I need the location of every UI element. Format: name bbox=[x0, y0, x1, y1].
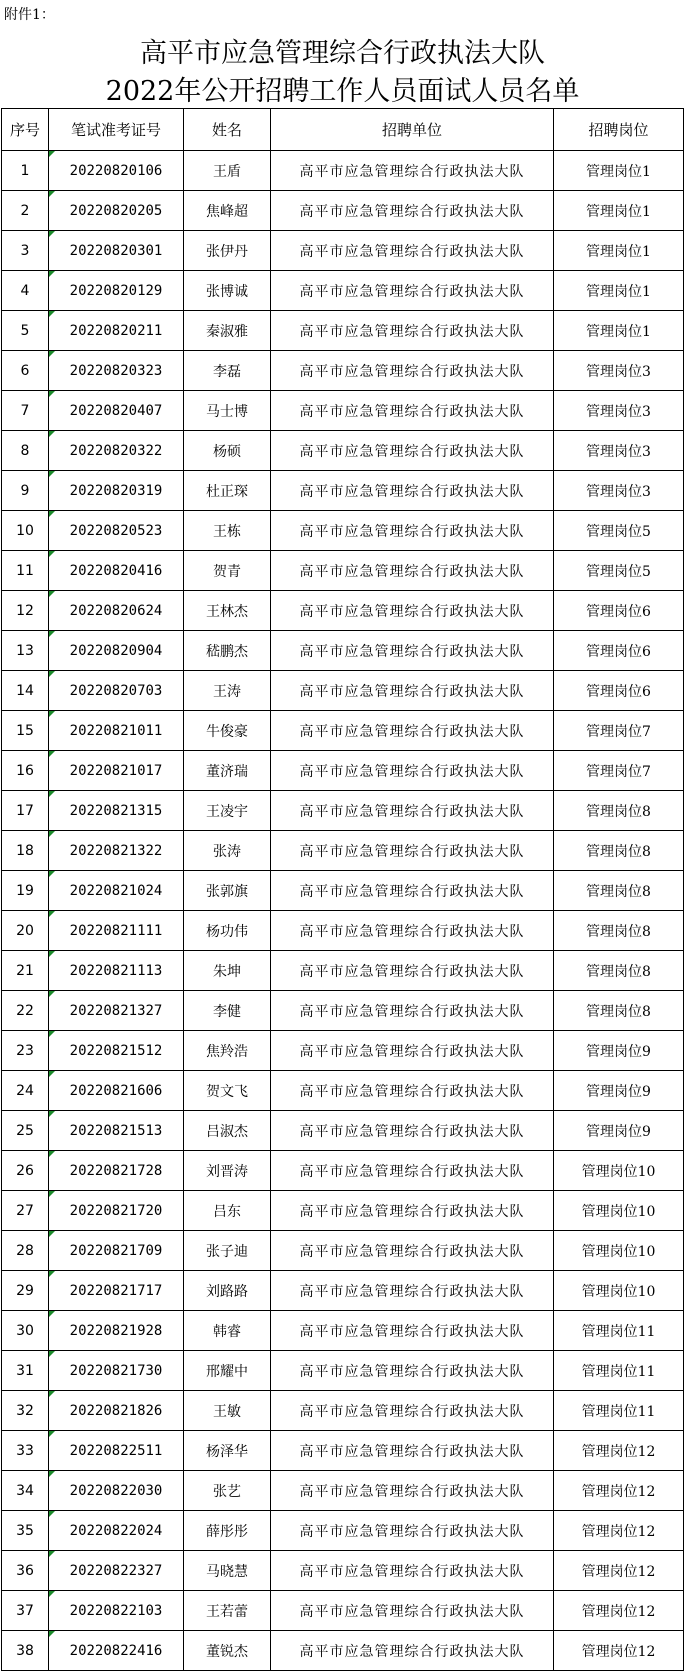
cell-recruiting-post: 管理岗位10 bbox=[554, 1271, 684, 1311]
cell-exam-number: 20220820407 bbox=[49, 391, 184, 431]
cell-exam-number: 20220822416 bbox=[49, 1631, 184, 1671]
cell-recruiting-post: 管理岗位12 bbox=[554, 1511, 684, 1551]
cell-seq: 2 bbox=[2, 191, 49, 231]
cell-recruiting-post: 管理岗位11 bbox=[554, 1391, 684, 1431]
cell-exam-number: 20220821728 bbox=[49, 1151, 184, 1191]
cell-exam-number: 20220822327 bbox=[49, 1551, 184, 1591]
cell-name: 杜正琛 bbox=[184, 471, 271, 511]
document-title-line-2: 2022年公开招聘工作人员面试人员名单 bbox=[105, 76, 580, 107]
table-row bbox=[2, 1231, 684, 1271]
cell-seq: 6 bbox=[2, 351, 49, 391]
cell-recruiting-unit: 高平市应急管理综合行政执法大队 bbox=[271, 1071, 554, 1111]
attachment-label: 附件1： bbox=[4, 7, 55, 23]
cell-exam-number: 20220821327 bbox=[49, 991, 184, 1031]
cell-recruiting-unit: 高平市应急管理综合行政执法大队 bbox=[271, 271, 554, 311]
cell-name: 吕淑杰 bbox=[184, 1111, 271, 1151]
table-row bbox=[2, 1071, 684, 1111]
cell-recruiting-unit: 高平市应急管理综合行政执法大队 bbox=[271, 1191, 554, 1231]
cell-seq: 18 bbox=[2, 831, 49, 871]
table-row bbox=[2, 471, 684, 511]
cell-name: 张涛 bbox=[184, 831, 271, 871]
table-row bbox=[2, 1351, 684, 1391]
table-row bbox=[2, 351, 684, 391]
cell-recruiting-post: 管理岗位3 bbox=[554, 431, 684, 471]
table-row bbox=[2, 1471, 684, 1511]
document-title-line-1: 高平市应急管理综合行政执法大队 bbox=[140, 38, 545, 69]
cell-exam-number: 20220820322 bbox=[49, 431, 184, 471]
cell-recruiting-post: 管理岗位11 bbox=[554, 1311, 684, 1351]
cell-recruiting-post: 管理岗位1 bbox=[554, 311, 684, 351]
cell-exam-number: 20220820211 bbox=[49, 311, 184, 351]
cell-seq: 21 bbox=[2, 951, 49, 991]
cell-seq: 9 bbox=[2, 471, 49, 511]
table-row bbox=[2, 1151, 684, 1191]
cell-name: 张博诚 bbox=[184, 271, 271, 311]
cell-recruiting-post: 管理岗位8 bbox=[554, 951, 684, 991]
cell-recruiting-unit: 高平市应急管理综合行政执法大队 bbox=[271, 951, 554, 991]
cell-recruiting-post: 管理岗位7 bbox=[554, 751, 684, 791]
cell-seq: 36 bbox=[2, 1551, 49, 1591]
cell-exam-number: 20220820106 bbox=[49, 151, 184, 191]
cell-seq: 11 bbox=[2, 551, 49, 591]
cell-recruiting-post: 管理岗位6 bbox=[554, 671, 684, 711]
table-row bbox=[2, 791, 684, 831]
cell-seq: 13 bbox=[2, 631, 49, 671]
header-recruiting-unit: 招聘单位 bbox=[271, 109, 554, 151]
table-row bbox=[2, 311, 684, 351]
cell-recruiting-post: 管理岗位9 bbox=[554, 1071, 684, 1111]
cell-seq: 26 bbox=[2, 1151, 49, 1191]
cell-recruiting-post: 管理岗位8 bbox=[554, 991, 684, 1031]
cell-seq: 27 bbox=[2, 1191, 49, 1231]
cell-exam-number: 20220821730 bbox=[49, 1351, 184, 1391]
table-row bbox=[2, 871, 684, 911]
table-row bbox=[2, 1511, 684, 1551]
cell-recruiting-unit: 高平市应急管理综合行政执法大队 bbox=[271, 1431, 554, 1471]
cell-recruiting-unit: 高平市应急管理综合行政执法大队 bbox=[271, 791, 554, 831]
cell-recruiting-unit: 高平市应急管理综合行政执法大队 bbox=[271, 1351, 554, 1391]
cell-name: 杨功伟 bbox=[184, 911, 271, 951]
cell-recruiting-post: 管理岗位9 bbox=[554, 1031, 684, 1071]
cell-name: 杨硕 bbox=[184, 431, 271, 471]
cell-name: 杨泽华 bbox=[184, 1431, 271, 1471]
cell-exam-number: 20220821720 bbox=[49, 1191, 184, 1231]
cell-recruiting-unit: 高平市应急管理综合行政执法大队 bbox=[271, 1311, 554, 1351]
cell-recruiting-post: 管理岗位12 bbox=[554, 1431, 684, 1471]
cell-seq: 30 bbox=[2, 1311, 49, 1351]
cell-exam-number: 20220820624 bbox=[49, 591, 184, 631]
cell-seq: 19 bbox=[2, 871, 49, 911]
cell-name: 焦峰超 bbox=[184, 191, 271, 231]
cell-recruiting-post: 管理岗位6 bbox=[554, 591, 684, 631]
cell-recruiting-unit: 高平市应急管理综合行政执法大队 bbox=[271, 671, 554, 711]
header-row bbox=[2, 109, 684, 151]
cell-exam-number: 20220821011 bbox=[49, 711, 184, 751]
cell-recruiting-post: 管理岗位10 bbox=[554, 1231, 684, 1271]
cell-name: 张郭旗 bbox=[184, 871, 271, 911]
table-row bbox=[2, 1311, 684, 1351]
cell-seq: 29 bbox=[2, 1271, 49, 1311]
cell-name: 贺文飞 bbox=[184, 1071, 271, 1111]
cell-exam-number: 20220822030 bbox=[49, 1471, 184, 1511]
cell-recruiting-unit: 高平市应急管理综合行政执法大队 bbox=[271, 1231, 554, 1271]
table-row bbox=[2, 1551, 684, 1591]
cell-recruiting-post: 管理岗位5 bbox=[554, 511, 684, 551]
cell-name: 张艺 bbox=[184, 1471, 271, 1511]
cell-seq: 38 bbox=[2, 1631, 49, 1671]
cell-exam-number: 20220821928 bbox=[49, 1311, 184, 1351]
table-header bbox=[2, 109, 684, 151]
cell-exam-number: 20220821826 bbox=[49, 1391, 184, 1431]
cell-recruiting-unit: 高平市应急管理综合行政执法大队 bbox=[271, 471, 554, 511]
cell-recruiting-unit: 高平市应急管理综合行政执法大队 bbox=[271, 191, 554, 231]
cell-name: 李磊 bbox=[184, 351, 271, 391]
cell-seq: 32 bbox=[2, 1391, 49, 1431]
cell-recruiting-post: 管理岗位12 bbox=[554, 1591, 684, 1631]
table-row bbox=[2, 1271, 684, 1311]
cell-name: 吕东 bbox=[184, 1191, 271, 1231]
cell-recruiting-unit: 高平市应急管理综合行政执法大队 bbox=[271, 1471, 554, 1511]
header-exam-number: 笔试准考证号 bbox=[49, 109, 184, 151]
cell-exam-number: 20220821717 bbox=[49, 1271, 184, 1311]
cell-name: 焦羚浩 bbox=[184, 1031, 271, 1071]
cell-exam-number: 20220820319 bbox=[49, 471, 184, 511]
cell-seq: 20 bbox=[2, 911, 49, 951]
cell-name: 马士博 bbox=[184, 391, 271, 431]
cell-recruiting-post: 管理岗位6 bbox=[554, 631, 684, 671]
cell-name: 邢耀中 bbox=[184, 1351, 271, 1391]
table-row bbox=[2, 511, 684, 551]
cell-seq: 17 bbox=[2, 791, 49, 831]
cell-seq: 15 bbox=[2, 711, 49, 751]
cell-recruiting-unit: 高平市应急管理综合行政执法大队 bbox=[271, 351, 554, 391]
cell-seq: 22 bbox=[2, 991, 49, 1031]
cell-recruiting-unit: 高平市应急管理综合行政执法大队 bbox=[271, 871, 554, 911]
cell-recruiting-unit: 高平市应急管理综合行政执法大队 bbox=[271, 1151, 554, 1191]
cell-name: 张子迪 bbox=[184, 1231, 271, 1271]
table-row bbox=[2, 1431, 684, 1471]
cell-exam-number: 20220821513 bbox=[49, 1111, 184, 1151]
cell-recruiting-post: 管理岗位12 bbox=[554, 1471, 684, 1511]
cell-seq: 14 bbox=[2, 671, 49, 711]
cell-name: 朱坤 bbox=[184, 951, 271, 991]
cell-recruiting-unit: 高平市应急管理综合行政执法大队 bbox=[271, 751, 554, 791]
cell-recruiting-post: 管理岗位1 bbox=[554, 191, 684, 231]
cell-name: 王盾 bbox=[184, 151, 271, 191]
cell-name: 王凌宇 bbox=[184, 791, 271, 831]
cell-recruiting-unit: 高平市应急管理综合行政执法大队 bbox=[271, 1391, 554, 1431]
cell-name: 王林杰 bbox=[184, 591, 271, 631]
cell-exam-number: 20220820416 bbox=[49, 551, 184, 591]
table-row bbox=[2, 1031, 684, 1071]
cell-exam-number: 20220820205 bbox=[49, 191, 184, 231]
cell-recruiting-post: 管理岗位3 bbox=[554, 351, 684, 391]
table-row bbox=[2, 991, 684, 1031]
cell-recruiting-unit: 高平市应急管理综合行政执法大队 bbox=[271, 1511, 554, 1551]
cell-seq: 12 bbox=[2, 591, 49, 631]
cell-exam-number: 20220821111 bbox=[49, 911, 184, 951]
cell-seq: 28 bbox=[2, 1231, 49, 1271]
cell-recruiting-unit: 高平市应急管理综合行政执法大队 bbox=[271, 431, 554, 471]
cell-exam-number: 20220820523 bbox=[49, 511, 184, 551]
cell-recruiting-post: 管理岗位10 bbox=[554, 1151, 684, 1191]
table-row bbox=[2, 1111, 684, 1151]
cell-recruiting-unit: 高平市应急管理综合行政执法大队 bbox=[271, 711, 554, 751]
table-row bbox=[2, 911, 684, 951]
cell-recruiting-unit: 高平市应急管理综合行政执法大队 bbox=[271, 551, 554, 591]
cell-name: 李健 bbox=[184, 991, 271, 1031]
header-name: 姓名 bbox=[184, 109, 271, 151]
cell-recruiting-unit: 高平市应急管理综合行政执法大队 bbox=[271, 391, 554, 431]
table-row bbox=[2, 1591, 684, 1631]
cell-name: 王涛 bbox=[184, 671, 271, 711]
cell-name: 王敏 bbox=[184, 1391, 271, 1431]
cell-seq: 1 bbox=[2, 151, 49, 191]
cell-exam-number: 20220821017 bbox=[49, 751, 184, 791]
table-row bbox=[2, 391, 684, 431]
cell-name: 薛彤彤 bbox=[184, 1511, 271, 1551]
cell-seq: 35 bbox=[2, 1511, 49, 1551]
cell-recruiting-post: 管理岗位8 bbox=[554, 911, 684, 951]
cell-exam-number: 20220822024 bbox=[49, 1511, 184, 1551]
cell-seq: 25 bbox=[2, 1111, 49, 1151]
cell-recruiting-unit: 高平市应急管理综合行政执法大队 bbox=[271, 231, 554, 271]
cell-recruiting-unit: 高平市应急管理综合行政执法大队 bbox=[271, 151, 554, 191]
cell-recruiting-unit: 高平市应急管理综合行政执法大队 bbox=[271, 1031, 554, 1071]
cell-seq: 3 bbox=[2, 231, 49, 271]
cell-recruiting-unit: 高平市应急管理综合行政执法大队 bbox=[271, 511, 554, 551]
cell-exam-number: 20220820904 bbox=[49, 631, 184, 671]
cell-recruiting-post: 管理岗位3 bbox=[554, 471, 684, 511]
cell-recruiting-post: 管理岗位10 bbox=[554, 1191, 684, 1231]
cell-seq: 23 bbox=[2, 1031, 49, 1071]
cell-seq: 5 bbox=[2, 311, 49, 351]
header-recruiting-post: 招聘岗位 bbox=[554, 109, 684, 151]
cell-name: 嵇鹏杰 bbox=[184, 631, 271, 671]
cell-name: 王若蕾 bbox=[184, 1591, 271, 1631]
cell-seq: 31 bbox=[2, 1351, 49, 1391]
cell-seq: 24 bbox=[2, 1071, 49, 1111]
table-row bbox=[2, 951, 684, 991]
cell-exam-number: 20220820301 bbox=[49, 231, 184, 271]
table-row bbox=[2, 151, 684, 191]
cell-seq: 7 bbox=[2, 391, 49, 431]
cell-seq: 33 bbox=[2, 1431, 49, 1471]
cell-exam-number: 20220820703 bbox=[49, 671, 184, 711]
cell-recruiting-unit: 高平市应急管理综合行政执法大队 bbox=[271, 831, 554, 871]
cell-name: 刘晋涛 bbox=[184, 1151, 271, 1191]
cell-recruiting-post: 管理岗位12 bbox=[554, 1631, 684, 1671]
cell-recruiting-post: 管理岗位12 bbox=[554, 1551, 684, 1591]
table-row bbox=[2, 551, 684, 591]
table-row bbox=[2, 431, 684, 471]
cell-recruiting-post: 管理岗位7 bbox=[554, 711, 684, 751]
cell-name: 董锐杰 bbox=[184, 1631, 271, 1671]
cell-seq: 37 bbox=[2, 1591, 49, 1631]
header-seq: 序号 bbox=[2, 109, 49, 151]
cell-recruiting-post: 管理岗位1 bbox=[554, 231, 684, 271]
cell-recruiting-post: 管理岗位8 bbox=[554, 871, 684, 911]
table-row bbox=[2, 751, 684, 791]
cell-exam-number: 20220821512 bbox=[49, 1031, 184, 1071]
cell-exam-number: 20220821315 bbox=[49, 791, 184, 831]
table-row bbox=[2, 631, 684, 671]
cell-name: 刘路路 bbox=[184, 1271, 271, 1311]
cell-exam-number: 20220820323 bbox=[49, 351, 184, 391]
cell-recruiting-unit: 高平市应急管理综合行政执法大队 bbox=[271, 991, 554, 1031]
table-row bbox=[2, 231, 684, 271]
table-row bbox=[2, 711, 684, 751]
cell-recruiting-unit: 高平市应急管理综合行政执法大队 bbox=[271, 1271, 554, 1311]
interview-roster-table bbox=[1, 108, 684, 1671]
cell-recruiting-post: 管理岗位1 bbox=[554, 151, 684, 191]
cell-seq: 10 bbox=[2, 511, 49, 551]
cell-name: 马晓慧 bbox=[184, 1551, 271, 1591]
cell-exam-number: 20220821709 bbox=[49, 1231, 184, 1271]
cell-exam-number: 20220822511 bbox=[49, 1431, 184, 1471]
cell-seq: 34 bbox=[2, 1471, 49, 1511]
table-body bbox=[2, 151, 684, 1671]
cell-seq: 4 bbox=[2, 271, 49, 311]
table-row bbox=[2, 831, 684, 871]
cell-recruiting-post: 管理岗位8 bbox=[554, 831, 684, 871]
cell-name: 王栋 bbox=[184, 511, 271, 551]
cell-recruiting-unit: 高平市应急管理综合行政执法大队 bbox=[271, 311, 554, 351]
cell-recruiting-unit: 高平市应急管理综合行政执法大队 bbox=[271, 911, 554, 951]
cell-name: 秦淑雅 bbox=[184, 311, 271, 351]
cell-name: 董济瑞 bbox=[184, 751, 271, 791]
cell-name: 韩睿 bbox=[184, 1311, 271, 1351]
cell-seq: 8 bbox=[2, 431, 49, 471]
cell-recruiting-post: 管理岗位1 bbox=[554, 271, 684, 311]
cell-exam-number: 20220821113 bbox=[49, 951, 184, 991]
cell-recruiting-post: 管理岗位9 bbox=[554, 1111, 684, 1151]
cell-recruiting-post: 管理岗位5 bbox=[554, 551, 684, 591]
table-row bbox=[2, 271, 684, 311]
cell-exam-number: 20220820129 bbox=[49, 271, 184, 311]
cell-recruiting-unit: 高平市应急管理综合行政执法大队 bbox=[271, 1111, 554, 1151]
cell-exam-number: 20220822103 bbox=[49, 1591, 184, 1631]
cell-recruiting-unit: 高平市应急管理综合行政执法大队 bbox=[271, 1551, 554, 1591]
cell-name: 张伊丹 bbox=[184, 231, 271, 271]
table-row bbox=[2, 1391, 684, 1431]
cell-seq: 16 bbox=[2, 751, 49, 791]
table-row bbox=[2, 1631, 684, 1671]
table-row bbox=[2, 591, 684, 631]
cell-recruiting-unit: 高平市应急管理综合行政执法大队 bbox=[271, 1591, 554, 1631]
cell-recruiting-post: 管理岗位11 bbox=[554, 1351, 684, 1391]
table-row bbox=[2, 671, 684, 711]
table-row bbox=[2, 191, 684, 231]
cell-recruiting-post: 管理岗位8 bbox=[554, 791, 684, 831]
cell-recruiting-unit: 高平市应急管理综合行政执法大队 bbox=[271, 591, 554, 631]
table-row bbox=[2, 1191, 684, 1231]
cell-name: 牛俊豪 bbox=[184, 711, 271, 751]
cell-exam-number: 20220821322 bbox=[49, 831, 184, 871]
cell-recruiting-unit: 高平市应急管理综合行政执法大队 bbox=[271, 631, 554, 671]
cell-exam-number: 20220821606 bbox=[49, 1071, 184, 1111]
cell-name: 贺青 bbox=[184, 551, 271, 591]
cell-recruiting-post: 管理岗位3 bbox=[554, 391, 684, 431]
cell-exam-number: 20220821024 bbox=[49, 871, 184, 911]
cell-recruiting-unit: 高平市应急管理综合行政执法大队 bbox=[271, 1631, 554, 1671]
